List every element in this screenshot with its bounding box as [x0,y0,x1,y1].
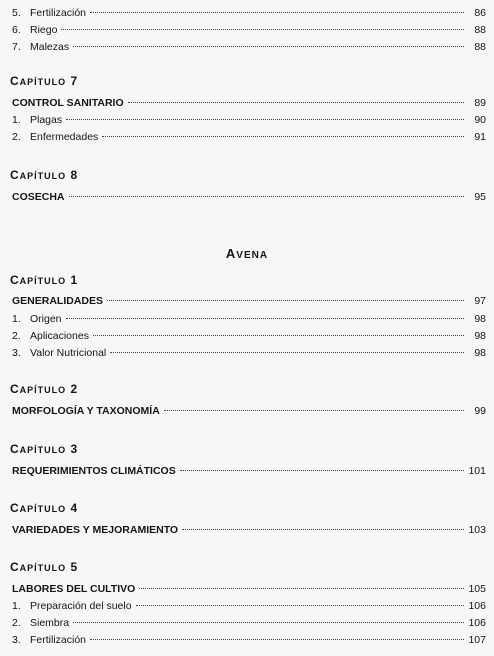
heading-initial: C [10,273,20,287]
chapter-heading-text: CAPÍTULO 7 [10,74,79,88]
chapter-heading-text: CAPÍTULO 4 [10,501,79,515]
entry-page: 86 [474,7,486,19]
chapter-heading [10,168,78,183]
heading-initial: C [10,442,20,456]
heading-initial: C [10,382,20,396]
entry-number: 6. [12,24,21,36]
entry-label: CONTROL SANITARIO [12,97,124,109]
entry-page: 98 [474,347,486,359]
leader-dots [69,196,464,197]
toc-entry [12,24,486,37]
entry-label: Enfermedades [30,131,99,143]
chapter-heading-text: CAPÍTULO 8 [10,168,79,182]
heading-smallcaps: APÍTULO [19,385,67,395]
entry-label: GENERALIDADES [12,295,104,307]
entry-number: 1. [12,313,21,325]
chapter-heading-text: CAPÍTULO 2 [10,382,79,396]
leader-dots [90,639,464,640]
toc-entry [12,41,486,54]
entry-number: 3. [12,634,21,646]
entry-label: Riego [30,24,58,36]
entry-number: 1. [12,114,21,126]
heading-smallcaps: APÍTULO [19,171,67,181]
toc-entry [12,583,486,596]
section-title-text [226,246,268,261]
leader-dots [128,102,464,103]
toc-entry [12,295,486,308]
toc-entry [12,465,486,478]
entry-page: 97 [474,295,486,307]
heading-initial: C [10,74,20,88]
entry-number: 2. [12,330,21,342]
heading-smallcaps: APÍTULO [19,276,67,286]
heading-initial: A [225,246,237,261]
heading-smallcaps: APÍTULO [19,504,67,514]
leader-dots [136,605,464,606]
entry-page: 101 [468,465,486,477]
heading-initial: C [10,560,20,574]
toc-entry [12,600,486,613]
entry-number: 3. [12,347,21,359]
entry-page: 88 [474,41,486,53]
leader-dots [164,410,464,411]
leader-dots [139,588,464,589]
heading-smallcaps: APÍTULO [19,563,67,573]
toc-entry [12,405,486,418]
leader-dots [182,529,464,530]
entry-label: Aplicaciones [30,330,89,342]
toc-entry [12,97,486,110]
chapter-heading-text: CAPÍTULO 3 [10,442,79,456]
entry-page: 105 [468,583,486,595]
entry-page: 107 [468,634,486,646]
leader-dots [110,352,464,353]
entry-page: 91 [474,131,486,143]
leader-dots [180,470,464,471]
entry-page: 98 [474,330,486,342]
heading-initial: C [10,501,20,515]
section-title [0,246,494,264]
leader-dots [66,318,464,319]
toc-entry [12,617,486,630]
entry-label: Fertilización [30,7,87,19]
toc-entry [12,330,486,343]
heading-smallcaps: APÍTULO [19,77,67,87]
heading-initial: C [10,168,20,182]
entry-number: 7. [12,41,21,53]
leader-dots [107,300,464,301]
entry-label: COSECHA [12,191,65,203]
entry-label: Valor Nutricional [30,347,107,359]
toc-entry [12,114,486,127]
entry-label: Plagas [30,114,63,126]
toc-entry [12,524,486,537]
entry-label: VARIEDADES Y MEJORAMIENTO [12,524,179,536]
heading-smallcaps: VENA [236,250,269,261]
entry-page: 95 [474,191,486,203]
leader-dots [90,12,464,13]
toc-entry [12,131,486,144]
toc-entry [12,313,486,326]
entry-label: REQUERIMIENTOS CLIMÁTICOS [12,465,176,477]
entry-page: 89 [474,97,486,109]
toc-entry [12,191,486,204]
chapter-heading-text: CAPÍTULO 1 [10,273,79,287]
chapter-heading [10,442,78,457]
chapter-heading-text: CAPÍTULO 5 [10,560,79,574]
entry-label: Siembra [30,617,70,629]
toc-entry [12,634,486,647]
toc-entry [12,347,486,360]
entry-page: 88 [474,24,486,36]
entry-number: 2. [12,131,21,143]
chapter-heading [10,560,78,575]
chapter-heading [10,501,78,516]
heading-smallcaps: APÍTULO [19,445,67,455]
entry-page: 106 [468,617,486,629]
entry-label: LABORES DEL CULTIVO [12,583,136,595]
chapter-heading [10,273,78,288]
entry-page: 98 [474,313,486,325]
entry-page: 103 [468,524,486,536]
entry-label: Preparación del suelo [30,600,132,612]
leader-dots [93,335,464,336]
entry-page: 90 [474,114,486,126]
chapter-heading [10,74,78,89]
leader-dots [73,46,464,47]
leader-dots [61,29,464,30]
leader-dots [66,119,464,120]
entry-page: 106 [468,600,486,612]
entry-page: 99 [474,405,486,417]
toc-entry [12,7,486,20]
entry-label: Origen [30,313,62,325]
leader-dots [102,136,464,137]
entry-label: Fertilización [30,634,87,646]
entry-number: 2. [12,617,21,629]
entry-label: MORFOLOGÍA Y TAXONOMÍA [12,405,160,417]
leader-dots [73,622,464,623]
chapter-heading [10,382,78,397]
entry-label: Malezas [30,41,70,53]
entry-number: 5. [12,7,21,19]
entry-number: 1. [12,600,21,612]
